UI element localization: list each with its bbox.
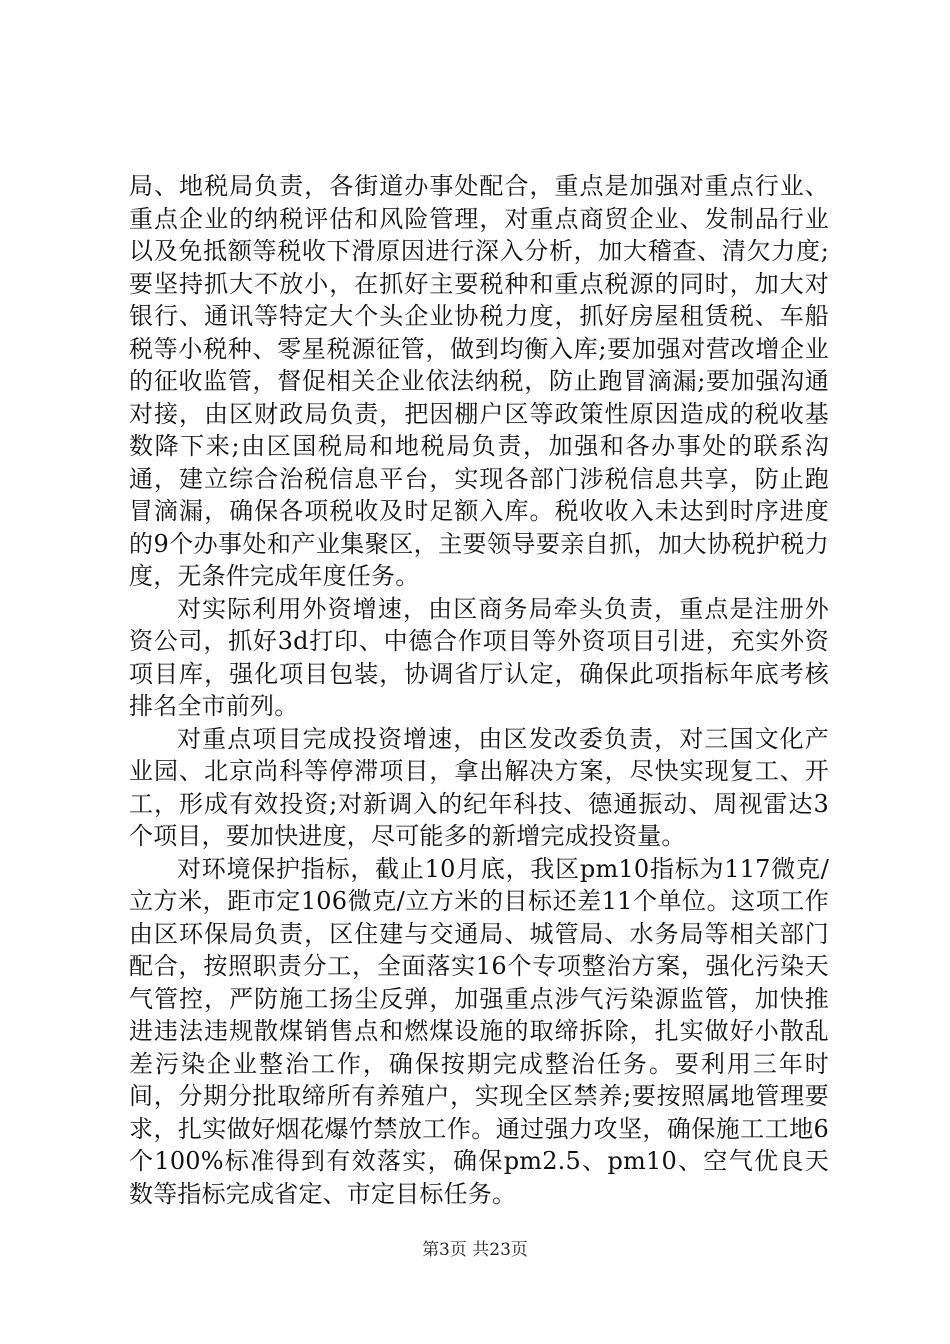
paragraph-environment: 对环境保护指标，截止10月底，我区pm10指标为117微克/立方米，距市定106微克/立方米的目标还差11个单位。这项工作由区环保局负责，区住建与交通局、城管局、水务局等相关部门配合，按照职责分工，全面落实16个专项整治方案，强化污染天气管控，严防施工扬尘反弹，加强重点涉气污染源监管，加快推进违法违规散煤销售点和燃煤设施的取缔拆除，扎实做好小散乱差污染企业整治工作，确保按期完成整治任务。要利用三年时间，分期分批取缔所有养殖户，实现全区禁养;要按照属地管理要求，扎实做好烟花爆竹禁放工作。通过强力攻坚，确保施工工地6个100%标准得到有效落实，确保pm2.5、pm10、空气优良天数等指标完成省定、市定目标任务。: [129, 854, 829, 1208]
paragraph-foreign-investment: 对实际利用外资增速，由区商务局牵头负责，重点是注册外资公司，抓好3d打印、中德合作项目等外资项目引进，充实外资项目库，强化项目包装，协调省厅认定，确保此项指标年底考核排名全市前列。: [129, 594, 829, 720]
page-number-footer: 第3页 共23页: [422, 1240, 528, 1260]
paragraph-tax-collection: 局、地税局负责，各街道办事处配合，重点是加强对重点行业、重点企业的纳税评估和风险管理，对重点商贸企业、发制品行业以及免抵额等税收下滑原因进行深入分析，加大稽查、清欠力度;要坚持抓大不放小，在抓好主要税种和重点税源的同时，加大对银行、通讯等特定大个头企业协税力度，抓好房屋租赁税、车船税等小税种、零星税源征管，做到均衡入库;要加强对营改增企业的征收监管，督促相关企业依法纳税，防止跑冒滴漏;要加强沟通对接，由区财政局负责，把因棚户区等政策性原因造成的税收基数降下来;由区国税局和地税局负责，加强和各办事处的联系沟通，建立综合治税信息平台，实现各部门涉税信息共享，防止跑冒滴漏，确保各项税收及时足额入库。税收收入未达到时序进度的9个办事处和产业集聚区，主要领导要亲自抓，加大协税护税力度，无条件完成年度任务。: [129, 172, 829, 590]
document-body: [129, 170, 829, 1210]
paragraph-key-projects: 对重点项目完成投资增速，由区发改委负责，对三国文化产业园、北京尚科等停滞项目，拿出解决方案，尽快实现复工、开工，形成有效投资;对新调入的纪年科技、德通振动、周视雷达3个项目，要加快进度，尽可能多的新增完成投资量。: [129, 724, 829, 850]
